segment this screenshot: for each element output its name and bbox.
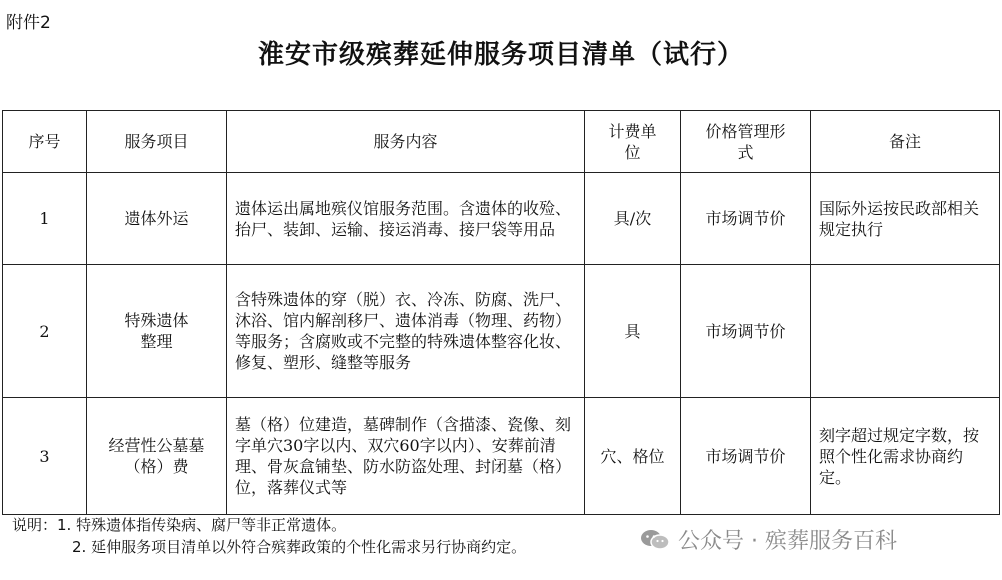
table-row [3,398,1000,515]
watermark [640,524,897,555]
attachment-label: 附件2 [6,13,51,33]
row-price: 市场调节价 [681,265,811,398]
table-header-row [3,111,1000,173]
row-no: 2 [3,265,87,398]
wechat-icon [640,528,670,552]
note-line-2: 2. 延伸服务项目清单以外符合殡葬政策的个性化需求另行协商约定。 [72,538,527,556]
row-remark: 国际外运按民政部相关规定执行 [811,173,1000,265]
row-item: 特殊遗体整理 [87,265,227,398]
header-item: 服务项目 [87,111,227,173]
row-remark: 刻字超过规定字数，按照个性化需求协商约定。 [811,398,1000,515]
row-no: 1 [3,173,87,265]
page-title: 淮安市级殡葬延伸服务项目清单（试行） [257,40,744,70]
row-remark [811,265,1000,398]
row-item: 遗体外运 [87,173,227,265]
row-unit: 具/次 [585,173,681,265]
row-item: 经营性公墓墓（格）费 [87,398,227,515]
header-unit: 计费单位 [585,111,681,173]
header-no: 序号 [3,111,87,173]
header-price: 价格管理形式 [681,111,811,173]
row-price: 市场调节价 [681,398,811,515]
watermark-text: 公众号 · 殡葬服务百科 [678,529,897,554]
note-line-1: 1. 特殊遗体指传染病、腐尸等非正常遗体。 [57,516,347,534]
row-content: 墓（格）位建造，墓碑制作（含描漆、瓷像、刻字单穴30字以内、双穴60字以内）、安葬前清理、骨灰盒铺垫、防水防盗处理、封闭墓（格）位，落葬仪式等 [227,398,585,515]
header-remark: 备注 [811,111,1000,173]
row-unit: 具 [585,265,681,398]
row-content: 含特殊遗体的穿（脱）衣、冷冻、防腐、洗尸、沐浴、馆内解剖移尸、遗体消毒（物理、药物）等服务；含腐败或不完整的特殊遗体整容化妆、修复、塑形、缝整等服务 [227,265,585,398]
row-unit: 穴、格位 [585,398,681,515]
table-row [3,265,1000,398]
row-price: 市场调节价 [681,173,811,265]
notes [12,514,526,558]
service-table [2,110,1000,515]
header-content: 服务内容 [227,111,585,173]
row-no: 3 [3,398,87,515]
notes-label: 说明： [12,516,58,534]
table-row [3,173,1000,265]
row-content: 遗体运出属地殡仪馆服务范围。含遗体的收殓、抬尸、装卸、运输、接运消毒、接尸袋等用品 [227,173,585,265]
